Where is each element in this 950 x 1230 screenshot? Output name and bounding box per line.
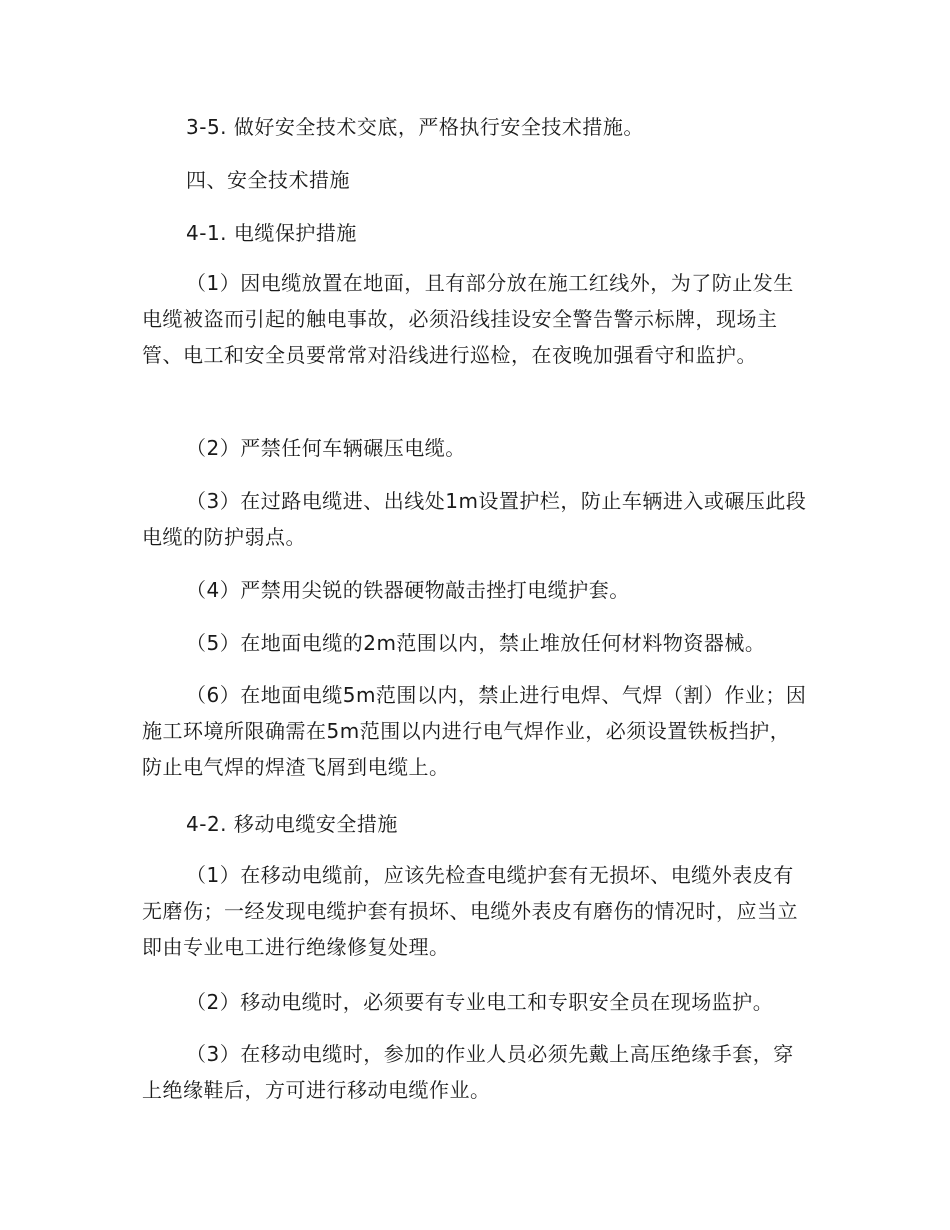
subsection-heading-4-1: 4-1. 电缆保护措施 bbox=[186, 221, 357, 245]
section-heading-4: 四、安全技术措施 bbox=[186, 168, 350, 192]
paragraph-4-1-item-3: （3）在过路电缆进、出线处1m设置护栏，防止车辆进入或碾压此段电缆的防护弱点。 bbox=[142, 489, 807, 549]
subsection-heading-4-2: 4-2. 移动电缆安全措施 bbox=[186, 812, 398, 836]
paragraph-4-1-item-6: （6）在地面电缆5m范围以内，禁止进行电焊、气焊（割）作业；因施工环境所限确需在5m范围以内进行电气焊作业，必须设置铁板挡护，防止电气焊的焊渣飞屑到电缆上。 bbox=[142, 683, 807, 779]
paragraph-4-1-item-5: （5）在地面电缆的2m范围以内，禁止堆放任何材料物资器械。 bbox=[186, 631, 766, 655]
paragraph-4-1-item-2: （2）严禁任何车辆碾压电缆。 bbox=[186, 436, 466, 460]
paragraph-4-2-item-2: （2）移动电缆时，必须要有专业电工和专职安全员在现场监护。 bbox=[186, 990, 774, 1014]
paragraph-4-1-item-1: （1）因电缆放置在地面，且有部分放在施工红线外，为了防止发生电缆被盗而引起的触电事故，必须沿线挂设安全警告警示标牌，现场主管、电工和安全员要常常对沿线进行巡检，在夜晚加强看守和监护。 bbox=[142, 271, 794, 367]
paragraph-4-1-item-4: （4）严禁用尖锐的铁器硬物敲击挫打电缆护套。 bbox=[186, 578, 630, 602]
clause-3-5: 3-5. 做好安全技术交底，严格执行安全技术措施。 bbox=[186, 115, 644, 139]
paragraph-4-2-item-3: （3）在移动电缆时，参加的作业人员必须先戴上高压绝缘手套，穿上绝缘鞋后，方可进行移动电缆作业。 bbox=[142, 1042, 794, 1102]
paragraph-4-2-item-1: （1）在移动电缆前，应该先检查电缆护套有无损坏、电缆外表皮有无磨伤；一经发现电缆护套有损坏、电缆外表皮有磨伤的情况时，应当立即由专业电工进行绝缘修复处理。 bbox=[142, 863, 798, 959]
